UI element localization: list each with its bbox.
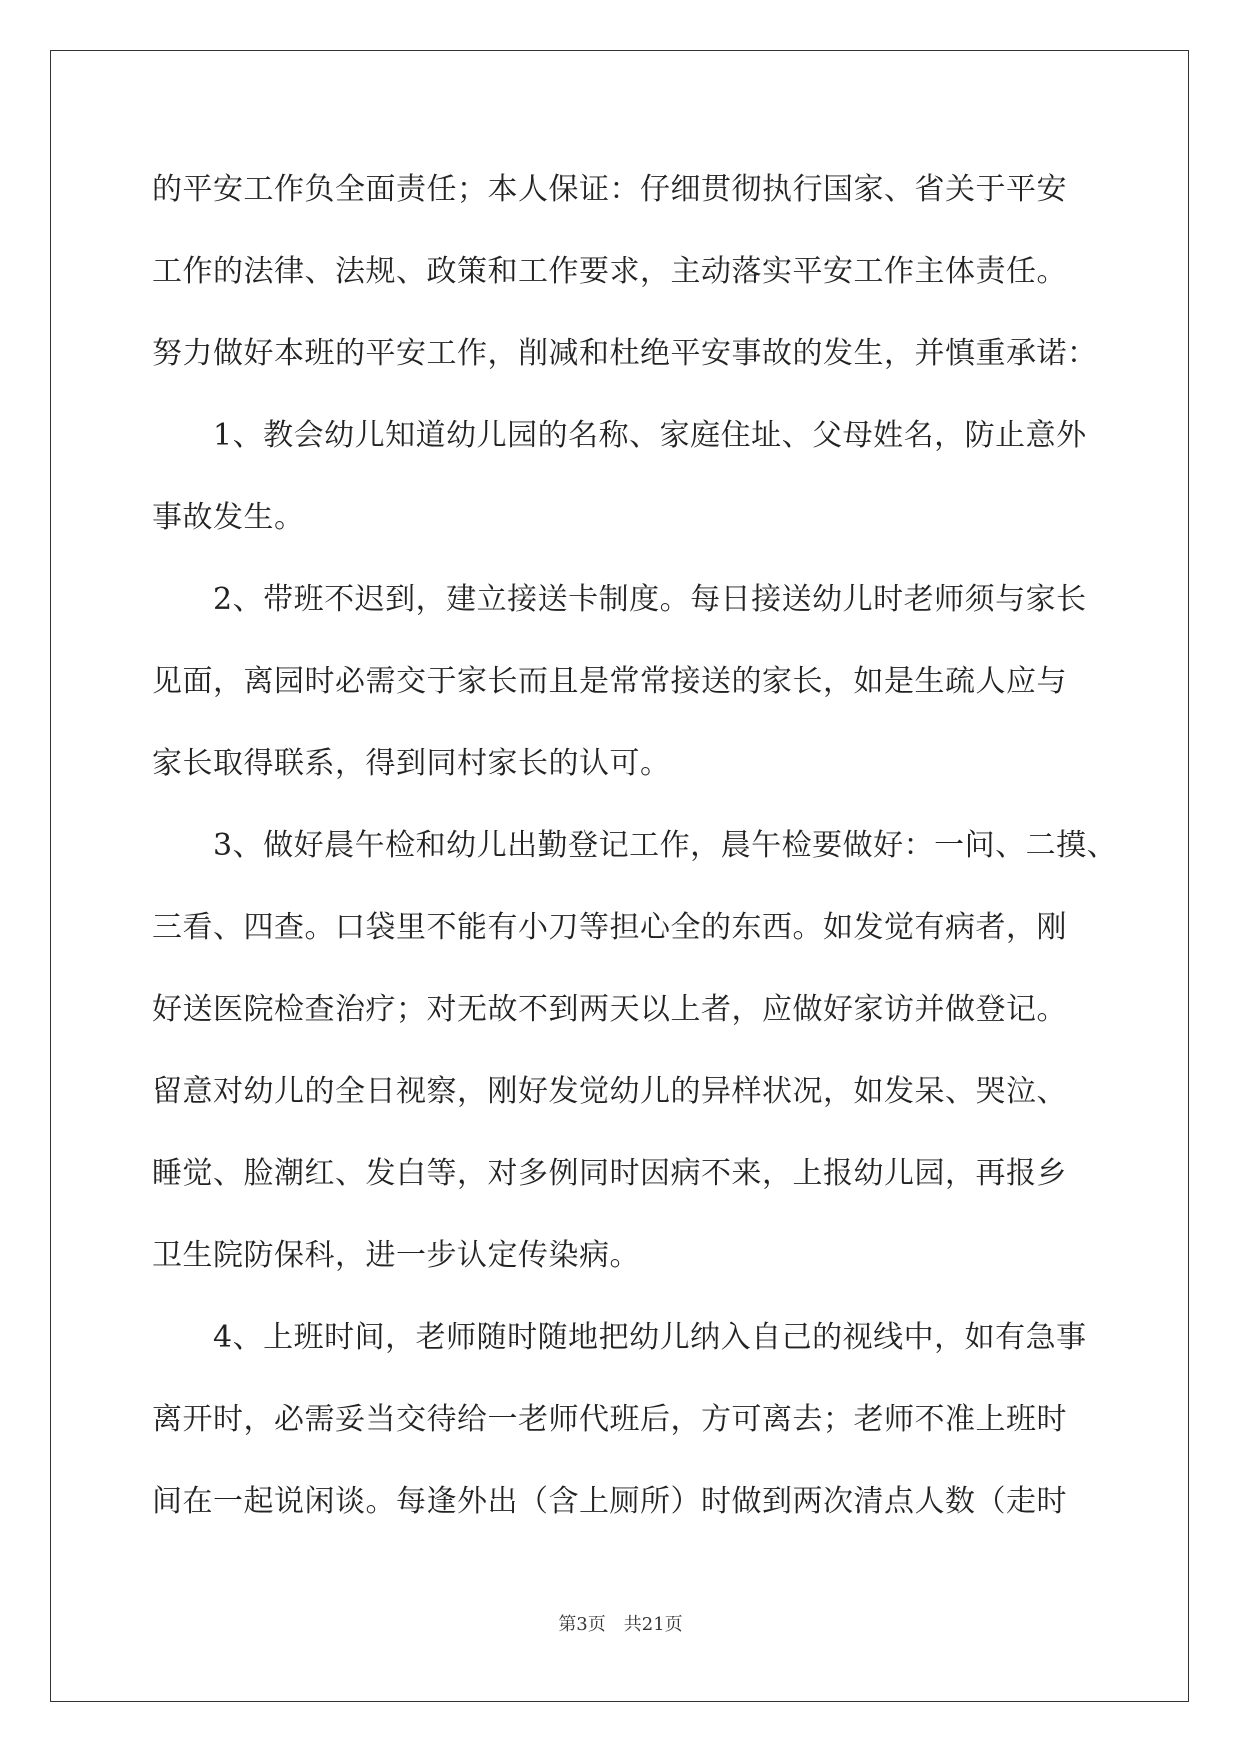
text-line: 1、教会幼儿知道幼儿园的名称、家庭住址、父母姓名，防止意外 [213,418,1087,453]
text-line: 留意对幼儿的全日视察，刚好发觉幼儿的异样状况，如发呆、哭泣、 [152,1074,1067,1109]
text-line: 3、做好晨午检和幼儿出勤登记工作，晨午检要做好：一问、二摸、 [213,828,1118,863]
text-line: 事故发生。 [152,500,305,535]
text-line: 睡觉、脸潮红、发白等，对多例同时因病不来，上报幼儿园，再报乡 [152,1156,1067,1191]
page-total: 共21页 [623,1614,683,1635]
text-line: 离开时，必需妥当交待给一老师代班后，方可离去；老师不准上班时 [152,1402,1067,1437]
text-line: 4、上班时间，老师随时随地把幼儿纳入自己的视线中，如有急事 [213,1320,1087,1355]
text-line: 间在一起说闲谈。每逢外出（含上厕所）时做到两次清点人数（走时 [152,1484,1067,1519]
text-line: 见面，离园时必需交于家长而且是常常接送的家长，如是生疏人应与 [152,664,1067,699]
text-line: 卫生院防保科，进一步认定传染病。 [152,1238,640,1273]
text-line: 工作的法律、法规、政策和工作要求，主动落实平安工作主体责任。 [152,254,1067,289]
text-line: 好送医院检查治疗；对无故不到两天以上者，应做好家访并做登记。 [152,992,1067,1027]
page-footer [0,1610,1241,1636]
text-line: 家长取得联系，得到同村家长的认可。 [152,746,671,781]
text-line: 的平安工作负全面责任；本人保证：仔细贯彻执行国家、省关于平安 [152,172,1067,207]
text-line: 2、带班不迟到，建立接送卡制度。每日接送幼儿时老师须与家长 [213,582,1087,617]
text-line: 三看、四查。口袋里不能有小刀等担心全的东西。如发觉有病者，刚 [152,910,1067,945]
text-line: 努力做好本班的平安工作，削减和杜绝平安事故的发生，并慎重承诺： [152,336,1098,371]
page-number: 第3页 [558,1614,606,1635]
document-body [152,160,1118,1554]
